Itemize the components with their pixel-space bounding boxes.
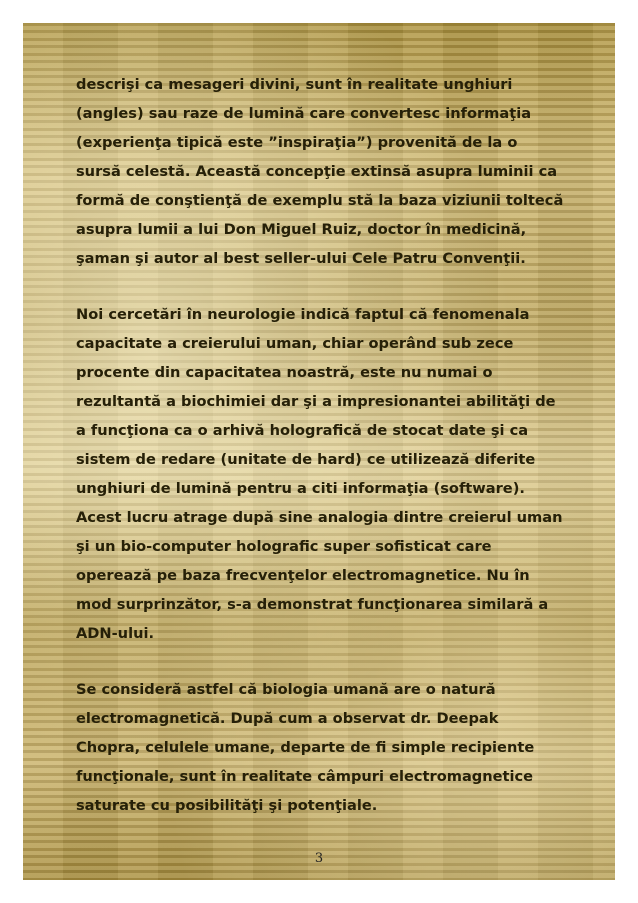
body-text <box>76 70 586 847</box>
paragraph-1 <box>76 70 586 273</box>
text-line: Se consideră astfel că biologia umană are o natură <box>76 681 496 698</box>
text-line: sursă celestă. Această concepţie extinsă asupra luminii ca <box>76 163 558 180</box>
text-line: Chopra, celulele umane, departe de fi simple recipiente <box>76 739 535 756</box>
text-line: a funcţiona ca o arhivă holografică de stocat date şi ca <box>76 422 529 439</box>
text-line: mod surprinzător, s-a demonstrat funcţionarea similară a <box>76 596 549 613</box>
text-line: ADN-ului. <box>76 625 155 642</box>
text-line: Acest lucru atrage după sine analogia dintre creierul uman <box>76 509 563 526</box>
text-line: descrişi ca mesageri divini, sunt în realitate unghiuri <box>76 76 513 93</box>
text-line: şi un bio-computer holografic super sofisticat care <box>76 538 492 555</box>
page-number: 3 <box>314 851 324 866</box>
text-line: electromagnetică. După cum a observat dr. Deepak <box>76 710 499 727</box>
text-line: (experienţa tipică este ”inspiraţia”) provenită de la o <box>76 134 518 151</box>
paragraph-2 <box>76 300 586 648</box>
text-line: operează pe baza frecvenţelor electromagnetice. Nu în <box>76 567 530 584</box>
text-line: (angles) sau raze de lumină care convertesc informaţia <box>76 105 532 122</box>
text-line: Noi cercetări în neurologie indică faptul că fenomenala <box>76 306 530 323</box>
text-line: unghiuri de lumină pentru a citi informaţia (software). <box>76 480 525 497</box>
text-line: saturate cu posibilităţi şi potenţiale. <box>76 797 378 814</box>
text-line: capacitate a creierului uman, chiar operând sub zece <box>76 335 514 352</box>
document-page <box>23 23 615 880</box>
text-line: funcţionale, sunt în realitate câmpuri electromagnetice <box>76 768 534 785</box>
text-line: asupra lumii a lui Don Miguel Ruiz, doctor în medicină, <box>76 221 527 238</box>
text-line: rezultantă a biochimiei dar şi a impresionantei abilităţi de <box>76 393 556 410</box>
paragraph-3 <box>76 675 586 820</box>
text-line: sistem de redare (unitate de hard) ce utilizează diferite <box>76 451 536 468</box>
text-line: procente din capacitatea noastră, este nu numai o <box>76 364 493 381</box>
text-line: formă de conştienţă de exemplu stă la baza viziunii toltecă <box>76 192 564 209</box>
text-line: şaman şi autor al best seller-ului Cele Patru Convenţii. <box>76 250 526 267</box>
